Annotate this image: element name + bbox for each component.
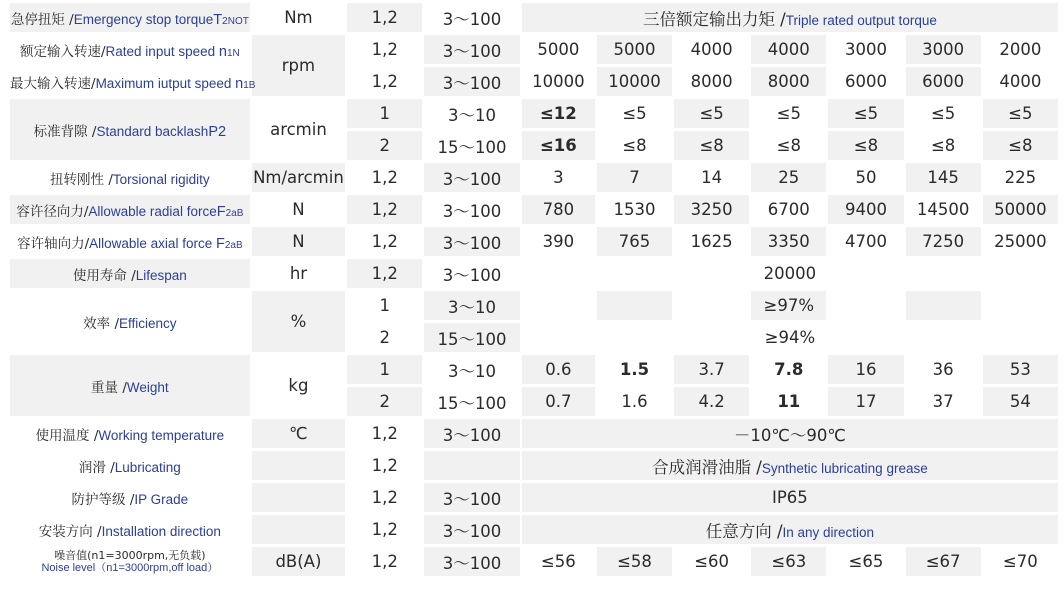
value-cell: 25000 [983, 227, 1058, 256]
stage-cell: 1,2 [347, 451, 422, 480]
table-row [10, 259, 1058, 288]
row-label: 标准背隙 /Standard backlashP2 [10, 99, 250, 160]
value-cell: 9400 [828, 195, 903, 224]
merged-value-cell: ≥97% [751, 291, 826, 320]
value-cell: 7 [597, 163, 672, 192]
stage-cell: 2 [347, 131, 422, 160]
row-label: 重量 /Weight [10, 355, 250, 416]
stage-cell: 2 [347, 323, 422, 352]
stage-cell: 1,2 [347, 67, 422, 96]
row-label: 效率 /Efficiency [10, 291, 250, 352]
value-cell: 780 [522, 195, 595, 224]
value-cell: 5000 [597, 35, 672, 64]
value-cell: 225 [983, 163, 1058, 192]
row-label: 容许轴向力/Allowable axial force F2aB [10, 227, 250, 256]
value-cell: 53 [983, 355, 1058, 384]
value-cell: 7.8 [751, 355, 826, 384]
value-cell: 6000 [906, 67, 981, 96]
value-cell: ≤63 [751, 547, 826, 576]
row-label: 安装方向 /Installation direction [10, 515, 250, 544]
ratio-cell: 15～100 [424, 387, 519, 416]
value-cell: 4000 [751, 35, 826, 64]
value-cell: 3 [522, 163, 595, 192]
ratio-cell: 3～100 [424, 227, 519, 256]
row-label: 扭转刚性 /Torsional rigidity [10, 163, 250, 192]
ratio-cell: 3～100 [424, 195, 519, 224]
row-label: 使用寿命 /Lifespan [10, 259, 250, 288]
value-cell: 17 [828, 387, 903, 416]
value-cell: 0.6 [522, 355, 595, 384]
ratio-cell: 3～100 [424, 163, 519, 192]
value-cell: 0.7 [522, 387, 595, 416]
stage-cell: 1,2 [347, 195, 422, 224]
value-cell: 6700 [751, 195, 826, 224]
value-cell: 1.5 [597, 355, 672, 384]
value-cell: 2000 [983, 35, 1058, 64]
value-cell: ≤8 [751, 131, 826, 160]
value-cell: ≤58 [597, 547, 672, 576]
merged-value-cell: －10℃～90℃ [522, 419, 1058, 448]
value-cell: ≤12 [522, 99, 595, 128]
row-label: 额定输入转速/Rated input speed n1N [10, 35, 250, 64]
ratio-cell: 3～100 [424, 547, 519, 576]
table-row [10, 3, 1058, 32]
row-label: 容许径向力/Allowable radial forceF2aB [10, 195, 250, 224]
row-label: 润滑 /Lubricating [10, 451, 250, 480]
table-row [10, 419, 1058, 448]
ratio-cell: 3～10 [424, 99, 519, 128]
ratio-cell: 3～100 [424, 259, 519, 288]
unit-cell: % [252, 291, 345, 352]
table-row [10, 67, 1058, 96]
merged-value-cell: 20000 [522, 259, 1058, 288]
value-cell: 1.6 [597, 387, 672, 416]
row-label: 最大输入转速/Maximum iutput speed n1B [10, 67, 250, 96]
value-cell: 3000 [906, 35, 981, 64]
stage-cell: 1,2 [347, 163, 422, 192]
stage-cell: 1,2 [347, 547, 422, 576]
unit-cell [252, 515, 345, 544]
ratio-cell: 15～100 [424, 323, 519, 352]
table-row [10, 195, 1058, 224]
value-cell: ≤8 [828, 131, 903, 160]
value-cell: ≤70 [983, 547, 1058, 576]
stage-cell: 1,2 [347, 227, 422, 256]
value-cell: ≤65 [828, 547, 903, 576]
value-cell: 145 [906, 163, 981, 192]
value-cell: ≤8 [983, 131, 1058, 160]
value-cell: 3250 [674, 195, 749, 224]
value-cell: 14500 [906, 195, 981, 224]
value-cell: 3.7 [674, 355, 749, 384]
unit-cell: dB(A) [252, 547, 345, 576]
value-cell: 16 [828, 355, 903, 384]
value-cell: 14 [674, 163, 749, 192]
value-cell: 50 [828, 163, 903, 192]
value-cell: 765 [597, 227, 672, 256]
stage-cell: 1 [347, 355, 422, 384]
stage-cell: 1 [347, 99, 422, 128]
row-label: 防护等级 /IP Grade [10, 483, 250, 512]
value-cell: 10000 [522, 67, 595, 96]
value-cell: 11 [751, 387, 826, 416]
stage-cell: 1,2 [347, 483, 422, 512]
unit-cell [252, 451, 345, 480]
unit-cell [252, 483, 345, 512]
merged-value-cell: IP65 [522, 483, 1058, 512]
table-row [10, 227, 1058, 256]
value-cell: 1625 [674, 227, 749, 256]
table-row [10, 35, 1058, 64]
stage-cell: 1,2 [347, 35, 422, 64]
value-cell: ≤60 [674, 547, 749, 576]
value-cell: ≤67 [906, 547, 981, 576]
stage-cell: 1 [347, 291, 422, 320]
stage-cell: 1,2 [347, 515, 422, 544]
value-cell: ≤56 [522, 547, 595, 576]
unit-cell: hr [252, 259, 345, 288]
value-cell: ≤5 [983, 99, 1058, 128]
value-cell: 36 [906, 355, 981, 384]
ratio-cell: 3～100 [424, 3, 519, 32]
unit-cell: N [252, 227, 345, 256]
stage-cell: 1,2 [347, 259, 422, 288]
value-cell: ≤8 [906, 131, 981, 160]
value-cell: 4.2 [674, 387, 749, 416]
unit-cell: kg [252, 355, 345, 416]
ratio-cell: 3～100 [424, 483, 519, 512]
value-cell: 390 [522, 227, 595, 256]
value-cell: 50000 [983, 195, 1058, 224]
value-cell: 1530 [597, 195, 672, 224]
value-cell: 7250 [906, 227, 981, 256]
unit-cell: ℃ [252, 419, 345, 448]
value-cell: 8000 [751, 67, 826, 96]
value-cell: 3350 [751, 227, 826, 256]
value-cell: ≤5 [674, 99, 749, 128]
value-cell: ≤8 [597, 131, 672, 160]
stage-cell: 2 [347, 387, 422, 416]
ratio-cell: 3～10 [424, 291, 519, 320]
value-cell: 5000 [522, 35, 595, 64]
value-cell: 25 [751, 163, 826, 192]
table-row [10, 547, 1058, 576]
value-cell: 4700 [828, 227, 903, 256]
unit-cell: rpm [252, 35, 345, 96]
value-cell: 3000 [828, 35, 903, 64]
spec-table [8, 0, 1060, 579]
value-cell: 4000 [674, 35, 749, 64]
table-row [10, 291, 1058, 320]
value-cell: 10000 [597, 67, 672, 96]
stage-cell: 1,2 [347, 419, 422, 448]
merged-value-cell: 合成润滑油脂 /Synthetic lubricating grease [522, 451, 1058, 480]
ratio-cell: 15～100 [424, 131, 519, 160]
table-row [10, 483, 1058, 512]
row-label: 使用温度 /Working temperature [10, 419, 250, 448]
value-cell: 6000 [828, 67, 903, 96]
unit-cell: Nm/arcmin [252, 163, 345, 192]
stage-cell: 1,2 [347, 3, 422, 32]
merged-value-cell: 三倍额定输出力矩 /Triple rated output torque [522, 3, 1058, 32]
row-label: 急停扭矩 /Emergency stop torqueT2NOT [10, 3, 250, 32]
table-row [10, 451, 1058, 480]
unit-cell: arcmin [252, 99, 345, 160]
merged-value-cell: ≥94% [522, 323, 1058, 352]
ratio-cell: 3～100 [424, 515, 519, 544]
ratio-cell: 3～100 [424, 35, 519, 64]
unit-cell: N [252, 195, 345, 224]
value-cell: ≤5 [597, 99, 672, 128]
value-cell: 37 [906, 387, 981, 416]
ratio-cell: 3～100 [424, 67, 519, 96]
value-cell: ≤5 [751, 99, 826, 128]
ratio-cell: 3～10 [424, 355, 519, 384]
value-cell: 4000 [983, 67, 1058, 96]
value-cell: ≤16 [522, 131, 595, 160]
ratio-cell: 3～100 [424, 419, 519, 448]
value-cell: ≤5 [906, 99, 981, 128]
ratio-cell [424, 451, 519, 480]
value-cell: ≤8 [674, 131, 749, 160]
table-row [10, 355, 1058, 384]
merged-value-cell: 任意方向 /In any direction [522, 515, 1058, 544]
unit-cell: Nm [252, 3, 345, 32]
table-row [10, 163, 1058, 192]
table-row [10, 515, 1058, 544]
value-cell: ≤5 [828, 99, 903, 128]
value-cell: 54 [983, 387, 1058, 416]
value-cell: 8000 [674, 67, 749, 96]
row-label: 噪音值(n1=3000rpm,无负载) Noise level（n1=3000rpm,off load） [10, 547, 250, 576]
table-row [10, 99, 1058, 128]
